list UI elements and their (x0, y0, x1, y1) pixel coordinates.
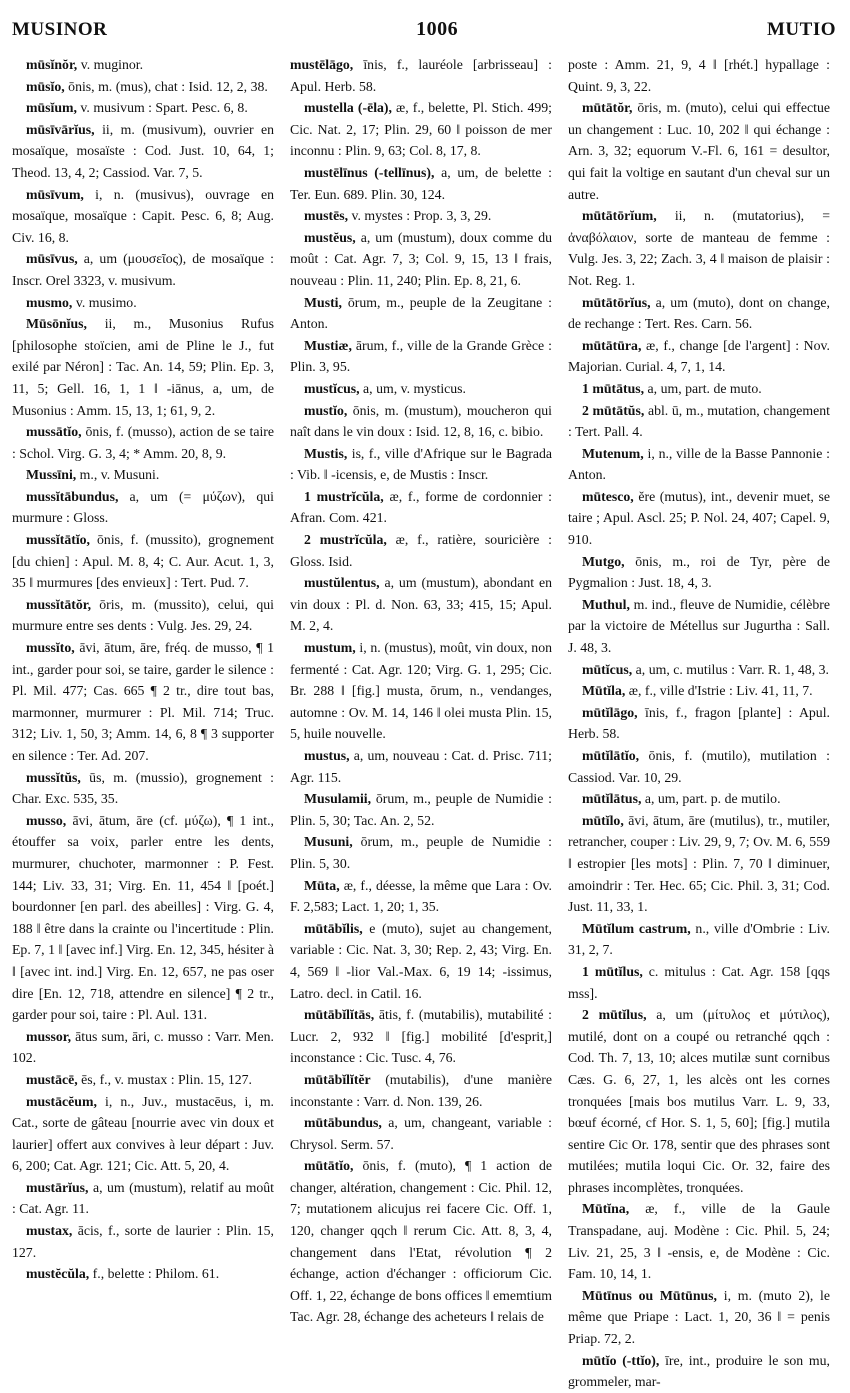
entry-headword: mūsĭo, (26, 78, 65, 94)
dictionary-entry (12, 1177, 274, 1220)
dictionary-entry (12, 486, 274, 529)
entry-headword: mūtābĭlĭtās, (304, 1007, 375, 1023)
entry-definition: (mutabilis), d'une manière inconstante : Varr. d. Non. 139, 26. (290, 1071, 552, 1109)
entry-definition: ārum, f., ville de la Grande Grèce : Plin. 3, 95. (290, 337, 552, 375)
dictionary-entry (12, 810, 274, 1026)
column-1 (12, 54, 274, 1354)
entry-headword: 2 mūtĭlus, (582, 1007, 647, 1023)
column-2 (290, 54, 552, 1354)
columns (12, 54, 836, 1390)
entry-definition: v. mystes : Prop. 3, 3, 29. (348, 208, 492, 224)
entry-headword: Mūta, (304, 877, 340, 893)
entry-headword: musmo, (26, 294, 73, 310)
dictionary-entry (290, 335, 552, 378)
entry-headword: Musti, (304, 294, 342, 310)
dictionary-entry (568, 54, 830, 97)
entry-definition: v. musimo. (72, 294, 137, 310)
entry-definition: a, um (mustum), doux comme du moût : Cat. Agr. 7, 3; Col. 9, 15, 13 ‖ frais, nouveau : Plin. 11, 240; Plin. Ep. 8, 21, 6. (290, 229, 552, 288)
dictionary-entry (568, 745, 830, 788)
entry-headword: Mūtĭlum castrum, (582, 920, 691, 936)
dictionary-entry (568, 486, 830, 551)
dictionary-entry (568, 335, 830, 378)
dictionary-entry (12, 1263, 274, 1285)
entry-headword: mussĭto, (26, 640, 75, 656)
entry-headword: 1 mūtĭlus, (582, 963, 643, 979)
entry-headword: mūtĭlo, (582, 812, 624, 828)
entry-headword: mustārĭus, (26, 1179, 89, 1195)
entry-definition: ōnis, f. (musso), action de se taire : Schol. Virg. G. 3, 4; * Amm. 20, 8, 9. (12, 424, 274, 461)
dictionary-entry (12, 529, 274, 594)
entry-headword: Muthul, (582, 596, 630, 612)
entry-headword: mūsīvārĭus, (26, 121, 95, 137)
dictionary-entry (568, 788, 830, 810)
page-number: 1006 (416, 18, 459, 40)
entry-headword: mustēs, (304, 208, 349, 224)
entry-definition: ōnis, f. (mussito), grognement [du chien] : Apul. M. 8, 4; C. Aur. Acut. 1, 3, 35 ‖ murmures [des envieux] : Tert. Pud. 7. (12, 532, 274, 591)
dictionary-entry (12, 184, 274, 249)
dictionary-entry (568, 1285, 830, 1350)
dictionary-entry (12, 1220, 274, 1263)
dictionary-entry (290, 831, 552, 874)
entry-headword: mūtĭo (-ttĭo), (582, 1352, 660, 1368)
column-3 (568, 54, 830, 1390)
entry-headword: mussĭtŭs, (26, 769, 81, 785)
entry-headword: mūtātĭo, (304, 1158, 354, 1174)
entry-headword: Musulamii, (304, 791, 372, 807)
entry-definition: is, f., ville d'Afrique sur le Bagrada : Vib. ‖ -icensis, e, de Mustis : Inscr. (290, 445, 552, 483)
entry-definition: ōnis, f. (muto), ¶ 1 action de changer, altération, changement : Cic. Phil. 12, 7; mutationem alicujus rei facere Cic. Off. 1, 120, changer qqch ‖ rerum Cic. Att. 8, 3, 4, changement dans l'Etat, révolution ¶ 2 échange, action d'échanger : officiorum Cic. Off. 1, 22, échange de bons offices ‖ ememtium Tac. Agr. 28, échange des acheteurs ‖ relais de (290, 1158, 552, 1325)
dictionary-entry (12, 1026, 274, 1069)
dictionary-entry (290, 788, 552, 831)
entry-definition: ātus sum, āri, c. musso : Varr. Men. 102. (12, 1028, 274, 1066)
entry-definition: poste : Amm. 21, 9, 4 ‖ [rhét.] hypallage : Quint. 9, 3, 22. (568, 57, 830, 94)
entry-headword: mussĭtābundus, (26, 488, 119, 504)
dictionary-entry (12, 767, 274, 810)
dictionary-entry (290, 875, 552, 918)
entry-headword: Mussīni, (26, 467, 77, 483)
entry-definition: ōnis, m. (mus), chat : Isid. 12, 2, 38. (64, 78, 268, 94)
dictionary-entry (12, 464, 274, 486)
dictionary-entry (568, 443, 830, 486)
entry-definition: āvi, ātum, āre (mutilus), tr., mutiler, retrancher, couper : Liv. 29, 9, 7; Ov. M. 6, 559 ‖ estropier [les mots] : Plin. 7, 70 ‖ diminuer, amoindrir : Ter. Hec. 65; Cic. Phil. 3, 31; Cod. Just. 11, 33, 1. (568, 812, 830, 915)
entry-definition: a, um, c. mutilus : Varr. R. 1, 48, 3. (632, 661, 829, 677)
entry-definition: i, n. (mustus), moût, vin doux, non fermenté : Cat. Agr. 120; Virg. G. 1, 295; Cic. Br. 288 ‖ [fig.] musta, ōrum, n., vendanges, automne : Ov. M. 14, 146 ‖ olei musta Plin. 15, 5, huile nouvelle. (290, 640, 552, 742)
entry-headword: mustum, (304, 640, 356, 656)
entry-definition: a, um (= μύζων), qui murmure : Gloss. (12, 488, 274, 526)
entry-headword: mustācē, (26, 1071, 78, 1087)
dictionary-entry (290, 97, 552, 162)
entry-headword: mūtĭlāgo, (582, 704, 638, 720)
entry-definition: f., belette : Philom. 61. (89, 1266, 220, 1282)
entry-definition: ii, n. (mutatorius), = ἀναβόλαιον, sorte de manteau de femme : Vulg. Jes. 3, 22; Zach. 3, 4 ‖ maison de plaisir : Not. Reg. 1. (568, 208, 830, 288)
entry-definition: ii, m. (musivum), ouvrier en mosaïque, mosaïste : Cod. Just. 10, 64, 1; Theod. 13, 4, 2; Cassiod. Var. 7, 5. (12, 121, 274, 180)
entry-definition: i, n., Juv., mustacēus, i, m. Cat., sorte de gâteau [nourrie avec vin doux et laurier] offert aux convives à leur départ : Juv. 6, 200; Cat. Agr. 121; Cic. Att. 5, 20, 4. (12, 1093, 274, 1174)
entry-headword: Musuni, (304, 834, 353, 850)
entry-definition: e (muto), sujet au changement, variable : Cic. Nat. 3, 30; Rep. 2, 43; Virg. En. 4, 569 ‖ -lior Val.-Max. 6, 19 14; -issimus, Latro. decl. in Catil. 16. (290, 920, 552, 1001)
dictionary-entry (568, 292, 830, 335)
dictionary-entry (568, 97, 830, 205)
dictionary-entry (290, 572, 552, 637)
entry-definition: i, n. (musivus), ouvrage en mosaïque, mosaïque : Capit. Pesc. 6, 8; Aug. Civ. 16, 8. (12, 186, 274, 245)
entry-definition: æ, f., ratière, souricière : Gloss. Isid. (290, 532, 552, 569)
entry-definition: a, um (μουσεῖος), de mosaïque : Inscr. Orel 3323, v. musivum. (12, 251, 274, 288)
dictionary-entry (12, 637, 274, 767)
entry-headword: mustax, (26, 1223, 73, 1239)
entry-definition: i, m. (muto 2), le même que Priape : Lact. 1, 20, 36 ‖ = penis Priap. 72, 2. (568, 1287, 830, 1347)
entry-headword: mūtesco, (582, 488, 634, 504)
entry-headword: mussĭtātĭo, (26, 532, 91, 548)
entry-headword: Mūtĭla, (582, 683, 626, 699)
entry-definition: a, um, v. mysticus. (359, 380, 467, 396)
dictionary-entry (12, 1069, 274, 1091)
left-running-head: MUSINOR (12, 19, 108, 40)
dictionary-entry (568, 378, 830, 400)
entry-definition: c. mitulus : Cat. Agr. 158 [qqs mss]. (568, 963, 830, 1001)
entry-headword: 1 mūtātus, (582, 380, 645, 396)
dictionary-entry (12, 76, 274, 98)
entry-headword: mūtābĭlĭtĕr (304, 1071, 371, 1087)
entry-headword: Mūsōnĭus, (26, 316, 87, 332)
entry-definition: a, um, part. de muto. (644, 380, 762, 396)
entry-definition: æ, f., déesse, la même que Lara : Ov. F. 2,583; Lact. 1, 20; 1, 35. (290, 877, 552, 915)
entry-headword: mūsĭnŏr, (26, 57, 78, 72)
dictionary-entry (290, 637, 552, 745)
dictionary-entry (568, 659, 830, 681)
entry-headword: mūtātūra, (582, 337, 642, 353)
dictionary-entry (568, 961, 830, 1004)
dictionary-entry (568, 918, 830, 961)
entry-definition: a, um, de belette : Ter. Eun. 689. Plin. 30, 124. (290, 164, 552, 202)
dictionary-entry (568, 1350, 830, 1393)
dictionary-entry (290, 1155, 552, 1328)
entry-definition: ātis, f. (mutabilis), mutabilité : Lucr. 2, 932 ‖ [fig.] mobilité [d'esprit,] inconstance : Cic. Tusc. 4, 76. (290, 1007, 552, 1066)
dictionary-entry (290, 1069, 552, 1112)
entry-headword: mustĭcus, (304, 380, 360, 396)
entry-headword: 1 mustrĭcŭla, (304, 488, 384, 504)
entry-headword: mūtātōrĭus, (582, 294, 651, 310)
entry-definition: ācis, f., sorte de laurier : Plin. 15, 127. (12, 1223, 274, 1260)
entry-headword: mussor, (26, 1028, 72, 1044)
dictionary-entry (290, 378, 552, 400)
dictionary-entry (12, 248, 274, 291)
entry-headword: mūtābĭlis, (304, 920, 363, 936)
entry-headword: mūtātŏr, (582, 100, 633, 116)
entry-headword: Mutgo, (582, 553, 625, 569)
entry-definition: ōris, m. (muto), celui qui effectue un changement : Luc. 10, 202 ‖ qui échange : Arn. 3, 32; equorum V.-Fl. 6, 161 = desultor, qui fait la voltige en sautant d'un cheval sur un autre. (568, 100, 830, 202)
dictionary-entry (290, 529, 552, 572)
entry-headword: mustĭo, (304, 402, 348, 418)
entry-headword: mūtābundus, (304, 1115, 382, 1131)
dictionary-entry (290, 54, 552, 97)
entry-definition: m. ind., fleuve de Numidie, célèbre par la victoire de Métellus sur Jugurtha : Sall. J. 48, 3. (568, 596, 830, 656)
entry-headword: mūsīvus, (26, 251, 78, 267)
dictionary-entry (568, 680, 830, 702)
entry-headword: mussātĭo, (26, 424, 82, 440)
entry-definition: āvi, ātum, āre (cf. μύζω), ¶ 1 int., étouffer sa voix, parler entre les dents, murmurer, chuchoter, marmonner : P. Fest. 144; Liv. 33, 31; Virg. En. 11, 454 ‖ [poét.] bourdonner [en parl. des abeilles] : Virg. G. 4, 188 ‖ être dans la crainte ou l'incertitude : Plin. Ep. 7, 1 ‖ [avec inf.] Virg. En. 12, 345, hésiter à ‖ [avec int. ind.] Virg. En. 12, 657, ne pas oser dire [En. 12, 718, attendre en silence] ¶ 2 tr., garder pour soi, taire : Pl. Aul. 131. (12, 812, 274, 1023)
entry-headword: mūsīvum, (26, 186, 84, 202)
dictionary-entry (12, 292, 274, 314)
entry-headword: mussĭtātŏr, (26, 596, 92, 612)
entry-definition: a, um, part. p. de mutilo. (641, 791, 781, 807)
entry-headword: Mūtīnus ou Mūtūnus, (582, 1287, 718, 1303)
dictionary-entry (568, 594, 830, 659)
entry-definition: æ, f., ville d'Istrie : Liv. 41, 11, 7. (625, 683, 813, 699)
entry-definition: m., v. Musuni. (76, 467, 160, 483)
entry-definition: ēs, f., v. mustax : Plin. 15, 127. (77, 1071, 252, 1087)
right-running-head: MUTIO (767, 19, 836, 40)
dictionary-entry (12, 313, 274, 421)
entry-definition: ūs, m. (mussio), grognement : Char. Exc. 535, 35. (12, 769, 274, 807)
entry-definition: a, um (muto), dont on change, de rechange : Tert. Res. Carn. 56. (568, 294, 830, 332)
entry-definition: ōnis, m., roi de Tyr, père de Pygmalion : Just. 18, 4, 3. (568, 553, 830, 591)
entry-headword: mūsĭum, (26, 100, 77, 116)
entry-definition: āvi, ātum, āre, fréq. de musso, ¶ 1 int., garder pour soi, se taire, garder le silence : Pl. Mil. 477; Cas. 665 ¶ 2 tr., dire tout bas, marmonner, murmurer : Pl. Mil. 714; Truc. 312; Liv. 1, 50, 3; Amm. 14, 6, 8 ¶ 3 supporter en silence : Ter. Ad. 207. (12, 640, 274, 763)
dictionary-entry (568, 551, 830, 594)
entry-headword: 2 mustrĭcŭla, (304, 532, 387, 548)
entry-definition: ōris, m. (mussito), celui, qui murmure entre ses dents : Vulg. Jes. 29, 24. (12, 596, 274, 634)
entry-headword: mustĕus, (304, 229, 356, 245)
entry-definition: v. musivum : Spart. Pesc. 6, 8. (76, 100, 248, 116)
dictionary-entry (568, 810, 830, 918)
dictionary-entry (12, 54, 274, 76)
dictionary-entry (290, 443, 552, 486)
entry-definition: ii, m., Musonius Rufus [philosophe stoïcien, ami de Pline le J., fut exilé par Néron] : Tac. An. 14, 59; Plin. Ep. 3, 11, 5; Gell. 16, 1, 1 ‖ -iānus, a, um, de Musonius : Amm. 15, 13, 1; 61, 9, 2. (12, 316, 274, 418)
entry-definition: a, um, nouveau : Cat. d. Prisc. 711; Agr. 115. (290, 748, 552, 785)
entry-definition: īnis, f., fragon [plante] : Apul. Herb. 58. (568, 704, 830, 742)
dictionary-entry (290, 162, 552, 205)
entry-headword: mūtĭcus, (582, 661, 633, 677)
entry-headword: mūtĭlātus, (582, 791, 642, 807)
entry-definition: n., ville d'Ombrie : Liv. 31, 2, 7. (568, 920, 830, 958)
dictionary-entry (568, 702, 830, 745)
entry-definition: ōrum, m., peuple de Numidie : Plin. 5, 30. (290, 834, 552, 871)
dictionary-entry (290, 1004, 552, 1069)
dictionary-entry (568, 1198, 830, 1284)
entry-headword: mūtātōrĭum, (582, 208, 657, 224)
entry-definition: æ, f., change [de l'argent] : Nov. Majorian. Curial. 4, 7, 1, 14. (568, 337, 830, 375)
entry-headword: mustĕcŭla, (26, 1266, 90, 1282)
entry-definition: v. muginor. (77, 57, 144, 72)
dictionary-entry (12, 119, 274, 184)
entry-definition: æ, f., belette, Pl. Stich. 499; Cic. Nat. 2, 17; Plin. 29, 60 ‖ poisson de mer inconnu : Plin. 9, 63; Col. 8, 17, 8. (290, 100, 552, 159)
dictionary-entry (290, 205, 552, 227)
entry-headword: musso, (26, 812, 67, 828)
dictionary-entry (12, 1091, 274, 1177)
entry-definition: a, um (μίτυλος et μύτιλος), mutilé, dont on a coupé ou retranché qqch : Cod. Th. 7, 13, 10; alces mutilæ sunt cornibus Cæs. G. 6, 27, 1, les alcès ont les cornes tronquées [mais bos mutilus Varr. L. 9, 33, bœuf écorné, cf Hor. S. 1, 5, 60]; [fig.] mutila sentire Cic Or. 178, sentir que des phrases sont mutilées; mutila loqui Cic. Or. 32, faire des phrases incomplètes, tronquées. (568, 1007, 830, 1195)
entry-definition: ōrum, m., peuple de la Zeugitane : Anton. (290, 294, 552, 332)
dictionary-entry (12, 594, 274, 637)
entry-headword: Mutenum, (582, 445, 644, 461)
entry-definition: ōnis, f. (mutilo), mutilation : Cassiod. Var. 10, 29. (568, 748, 830, 785)
dictionary-entry (12, 97, 274, 119)
entry-headword: mūtĭlātĭo, (582, 748, 640, 763)
dictionary-entry (568, 1004, 830, 1198)
entry-headword: Mustiæ, (304, 337, 352, 353)
dictionary-entry (568, 400, 830, 443)
entry-headword: mustus, (304, 748, 350, 763)
dictionary-entry (290, 486, 552, 529)
dictionary-entry (290, 1112, 552, 1155)
entry-definition: ōrum, m., peuple de Numidie : Plin. 5, 30; Tac. An. 2, 52. (290, 791, 552, 828)
entry-headword: Mustis, (304, 445, 348, 461)
entry-definition: īre, int., produire le son mu, grommeler, mar- (568, 1352, 830, 1390)
entry-definition: æ, f., ville de la Gaule Transpadane, auj. Modène : Cic. Phil. 5, 24; Liv. 21, 25, 3 ‖ -ensis, e, de Modène : Cic. Fam. 10, 14, 1. (568, 1201, 830, 1282)
entry-headword: mustācĕum, (26, 1093, 97, 1109)
entry-definition: a, um, changeant, variable : Chrysol. Serm. 57. (290, 1115, 552, 1152)
entry-headword: mustella (-ēla), (304, 100, 392, 116)
dictionary-entry (12, 421, 274, 464)
entry-headword: Mūtĭna, (582, 1201, 630, 1217)
dictionary-entry (290, 400, 552, 443)
entry-headword: mustēlāgo, (290, 57, 354, 72)
entry-headword: mustŭlentus, (304, 575, 380, 591)
dictionary-entry (290, 227, 552, 292)
dictionary-entry (568, 205, 830, 291)
entry-definition: abl. ū, m., mutation, changement : Tert. Pall. 4. (568, 402, 830, 440)
entry-definition: ōnis, m. (mustum), moucheron qui naît dans le vin doux : Isid. 12, 8, 16, c. bibio. (290, 402, 552, 440)
entry-definition: i, n., ville de la Basse Pannonie : Anton. (568, 445, 830, 483)
entry-definition: ĕre (mutus), int., devenir muet, se taire ; Apul. Ascl. 25; P. Nol. 24, 407; Capel. 9, 910. (568, 488, 830, 548)
dictionary-entry (290, 292, 552, 335)
entry-definition: a, um (mustum), relatif au moût : Cat. Agr. 11. (12, 1179, 274, 1217)
page-header (12, 18, 836, 48)
dictionary-entry (290, 745, 552, 788)
dictionary-entry (290, 918, 552, 1004)
entry-headword: mustēlīnus (-tellīnus), (304, 164, 435, 180)
entry-definition: a, um (mustum), abondant en vin doux : Pl. d. Non. 63, 33; 415, 15; Apul. M. 2, 4. (290, 575, 552, 634)
entry-definition: īnis, f., lauréole [arbrisseau] : Apul. Herb. 58. (290, 57, 552, 94)
entry-headword: 2 mūtātŭs, (582, 402, 645, 418)
entry-definition: æ, f., forme de cordonnier : Afran. Com. 421. (290, 488, 552, 526)
